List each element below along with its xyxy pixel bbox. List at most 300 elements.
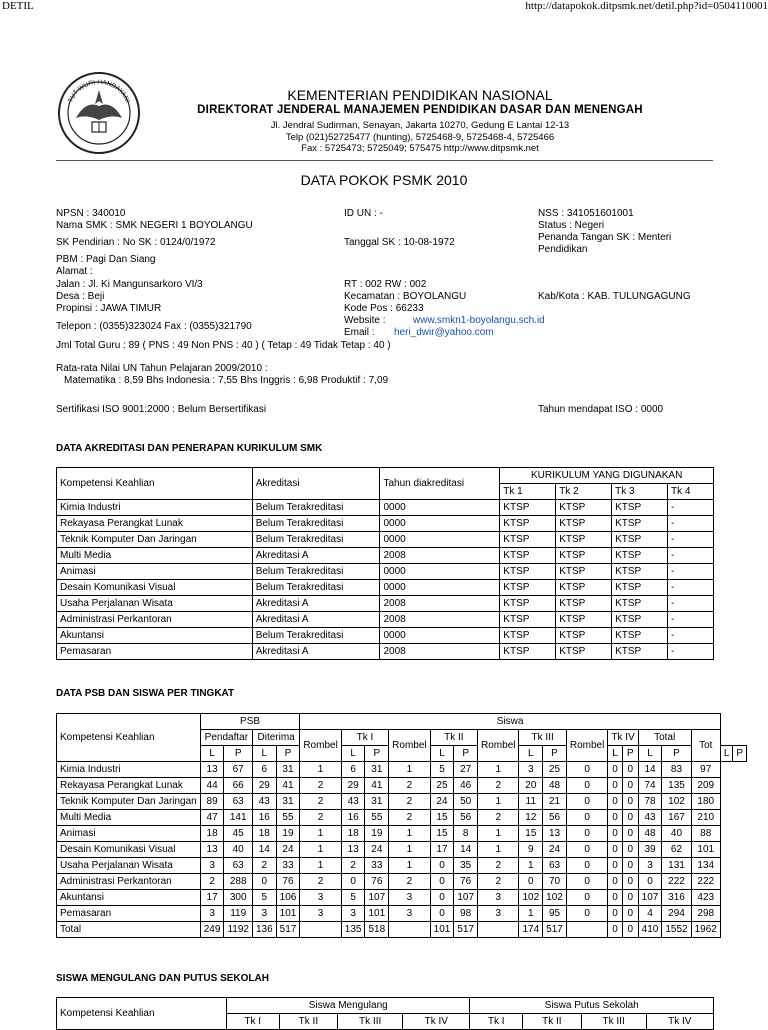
table-cell: KTSP [500,644,556,660]
col-tk: Tk IV [403,1014,470,1030]
table-cell: 13 [200,842,224,858]
mengulang-putus-table [56,997,714,1030]
website-link[interactable]: www.smkn1-boyolangu.sch.id [413,315,545,326]
header-divider [56,160,713,161]
table-cell: KTSP [612,580,668,596]
table-cell: Teknik Komputer Dan Jaringan [57,794,201,810]
table-cell: 2 [300,794,341,810]
table-cell: 2 [389,810,430,826]
browser-print-header [0,0,768,14]
table-cell: 74 [638,778,662,794]
table-cell: 1 [478,762,519,778]
un-scores: Matematika : 8,59 Bhs Indonesia : 7,55 Bhs Inggris : 6,98 Produktif : 7,09 [64,375,389,386]
table-cell: KTSP [556,532,612,548]
table-cell: 0 [622,842,638,858]
table-cell: - [668,644,714,660]
table-cell: 1 [519,858,543,874]
table-cell: 2008 [380,548,500,564]
table-cell: 102 [519,890,543,906]
table-cell: 0 [608,890,623,906]
col-l: L [608,746,623,762]
table-cell: Akuntansi [57,890,201,906]
table-cell: 48 [638,826,662,842]
table-cell: 2008 [380,644,500,660]
table-cell: 76 [454,874,478,890]
col-p: P [224,746,253,762]
col-total: Total [638,730,691,746]
table-cell: 4 [638,906,662,922]
table-cell: 3 [389,890,430,906]
table-cell: 210 [691,810,720,826]
table-cell: 33 [276,858,300,874]
col-rombel-2: Rombel [389,730,430,762]
col-kurikulum: KURIKULUM YANG DIGUNAKAN [500,468,714,484]
table-cell [478,922,519,938]
table-cell: 31 [365,762,389,778]
table-cell: 101 [365,906,389,922]
ministry-name: KEMENTERIAN PENDIDIKAN NASIONAL [287,87,553,103]
col-tk: Tk III [581,1014,646,1030]
col-l: L [519,746,543,762]
table-cell: 1 [389,826,430,842]
table-row [57,890,747,906]
table-cell: 63 [543,858,567,874]
table-row [57,596,714,612]
table-cell: 63 [224,794,253,810]
table-cell: 0 [622,794,638,810]
table-cell: KTSP [556,612,612,628]
table-cell: 134 [691,858,720,874]
col-l: L [341,746,365,762]
table-row [57,500,714,516]
table-cell: Akreditasi A [252,548,380,564]
table-row [57,826,747,842]
table-cell: 2 [300,778,341,794]
table-cell: 18 [200,826,224,842]
address-block [140,120,700,155]
table-cell: 2 [478,874,519,890]
table-cell: 70 [543,874,567,890]
table-row [57,516,714,532]
col-p: P [454,746,478,762]
id-un: ID UN : - [344,208,383,219]
table-cell: 102 [662,794,691,810]
table-cell: 6 [252,762,276,778]
table-cell: 20 [519,778,543,794]
table-cell: KTSP [612,564,668,580]
table-row [57,874,747,890]
table-cell: 294 [662,906,691,922]
penanda-tangan-cont: Pendidikan [538,244,588,255]
table-row [57,794,747,810]
table-cell: KTSP [612,532,668,548]
table-cell: 0 [622,826,638,842]
table-cell: KTSP [556,580,612,596]
col-l: L [430,746,454,762]
table-cell: 0 [341,874,365,890]
table-cell: 0000 [380,516,500,532]
table-cell: 3 [200,906,224,922]
col-psb: PSB [200,714,300,730]
kode-pos: Kode Pos : 66233 [344,303,424,314]
table-cell: KTSP [500,516,556,532]
table-row [57,906,747,922]
table-cell: 40 [662,826,691,842]
email-label: Email : [344,327,375,338]
table-cell: 1552 [662,922,691,938]
table-cell: 3 [389,906,430,922]
table-cell: 101 [691,842,720,858]
kecamatan: Kecamatan : BOYOLANGU [344,291,467,302]
table-cell: 298 [691,906,720,922]
table-cell: - [668,516,714,532]
col-l: L [252,746,276,762]
table-cell: KTSP [556,548,612,564]
jalan: Jalan : Jl. Ki Mangunsarkoro VI/3 [56,279,203,290]
table-cell: 0 [622,890,638,906]
table-cell: - [668,628,714,644]
table-cell: - [668,500,714,516]
npsn: NPSN : 340010 [56,208,126,219]
table-cell: 63 [224,858,253,874]
table-cell: Pemasaran [57,906,201,922]
table-cell: 2 [478,810,519,826]
table-cell: 2008 [380,612,500,628]
address-line: Jl. Jendral Sudirman, Senayan, Jakarta 10270, Gedung E Lantai 12-13 [270,120,570,131]
table-cell: KTSP [612,516,668,532]
table-cell: 3 [300,890,341,906]
col-tk-iii: Tk III [519,730,566,746]
table-cell: KTSP [556,596,612,612]
table-cell: Rekayasa Perangkat Lunak [57,778,201,794]
table-row [57,922,747,938]
table-cell: 31 [276,794,300,810]
table-cell: Teknik Komputer Dan Jaringan [57,532,253,548]
col-kompetensi: Kompetensi Keahlian [57,998,227,1030]
table-cell: 0 [430,906,454,922]
table-cell: 136 [252,922,276,938]
propinsi: Propinsi : JAWA TIMUR [56,303,162,314]
col-tk4: Tk 4 [668,484,714,500]
table-cell: 24 [430,794,454,810]
table-cell: 9 [519,842,543,858]
table-cell: 45 [224,826,253,842]
table-cell: 2 [300,874,341,890]
col-siswa: Siswa [300,714,721,730]
col-l: L [720,746,733,762]
table-cell: 1962 [691,922,720,938]
table-cell: 56 [543,810,567,826]
table-cell: 46 [454,778,478,794]
table-cell: Total [57,922,201,938]
table-cell: - [668,532,714,548]
table-cell: 0000 [380,532,500,548]
table-cell: 13 [341,842,365,858]
table-cell: 1 [300,762,341,778]
table-cell: 76 [276,874,300,890]
table-cell: KTSP [612,628,668,644]
table-cell: 249 [200,922,224,938]
table-cell: Kimia Industri [57,762,201,778]
col-tk: Tk II [522,1014,581,1030]
table-cell: 43 [252,794,276,810]
col-rombel-3: Rombel [478,730,519,762]
table-cell: Rekayasa Perangkat Lunak [57,516,253,532]
table-cell: KTSP [612,548,668,564]
col-tk1: Tk 1 [500,484,556,500]
pbm: PBM : Pagi Dan Siang [56,254,156,265]
table-cell: 0 [566,842,607,858]
alamat-label: Alamat : [56,266,93,277]
table-cell: 41 [365,778,389,794]
website-label: Website : [344,315,386,326]
nama-smk: Nama SMK : SMK NEGERI 1 BOYOLANGU [56,220,253,231]
table-cell: - [668,596,714,612]
col-tk-iv: Tk IV [608,730,638,746]
table-cell: 15 [430,826,454,842]
table-cell: 135 [662,778,691,794]
table-cell: 1 [478,794,519,810]
table-cell: 107 [365,890,389,906]
table-cell: 423 [691,890,720,906]
table-cell: 518 [365,922,389,938]
table-cell: 0000 [380,580,500,596]
table-cell: 107 [454,890,478,906]
table-row [57,842,747,858]
table-cell: 33 [365,858,389,874]
tut-wuri-handayani-logo [56,70,142,156]
table-cell: 0 [430,858,454,874]
table-cell: 1 [478,842,519,858]
col-tk: Tk I [470,1014,523,1030]
table-cell: 95 [543,906,567,922]
jumlah-guru: Jml Total Guru : 89 ( PNS : 49 Non PNS : 40 ) ( Tetap : 49 Tidak Tetap : 40 ) [56,340,391,351]
table-row [57,762,747,778]
email-link[interactable]: heri_dwir@yahoo.com [394,327,494,338]
table-cell: 0 [638,874,662,890]
col-tk: Tk II [279,1014,338,1030]
logo-motto: TUT WURI HANDAYANI [67,78,131,104]
table-cell: 0 [566,874,607,890]
table-cell: 106 [276,890,300,906]
table-cell: KTSP [500,548,556,564]
table-cell: 29 [341,778,365,794]
table-cell: 66 [224,778,253,794]
table-cell: 3 [519,762,543,778]
table-cell: KTSP [500,532,556,548]
table-cell: 0 [430,874,454,890]
kab-kota: Kab/Kota : KAB. TULUNGAGUNG [538,291,691,302]
table-cell: 19 [365,826,389,842]
col-tk3: Tk 3 [612,484,668,500]
table-cell: Animasi [57,826,201,842]
col-siswa-putus: Siswa Putus Sekolah [470,998,714,1014]
col-kompetensi: Kompetensi Keahlian [57,714,201,762]
col-rombel-1: Rombel [300,730,341,762]
table-cell: KTSP [556,564,612,580]
tanggal-sk: Tanggal SK : 10-08-1972 [344,237,455,248]
table-cell: 18 [341,826,365,842]
table-cell: 13 [543,826,567,842]
table-cell: - [668,564,714,580]
table-cell: 0 [608,906,623,922]
table-cell: Akreditasi A [252,644,380,660]
table-cell: 2 [341,858,365,874]
table-cell: 24 [543,842,567,858]
table-cell: 88 [691,826,720,842]
table-cell: KTSP [556,644,612,660]
table-cell: 12 [519,810,543,826]
table-cell: 3 [200,858,224,874]
table-cell: 0 [622,778,638,794]
section-mengulang: SISWA MENGULANG DAN PUTUS SEKOLAH [56,973,269,984]
table-cell: 2 [389,874,430,890]
table-cell: Belum Terakreditasi [252,628,380,644]
col-pendaftar: Pendaftar [200,730,252,746]
directorate-name: DIREKTORAT JENDERAL MANAJEMEN PENDIDIKAN DASAR DAN MENENGAH [197,104,643,116]
table-cell: 41 [276,778,300,794]
table-row [57,810,747,826]
table-cell [300,922,341,938]
table-cell: Kimia Industri [57,500,253,516]
nss: NSS : 341051601001 [538,208,634,219]
table-cell: 17 [430,842,454,858]
table-cell: 3 [252,906,276,922]
table-cell: 35 [454,858,478,874]
table-cell: 89 [200,794,224,810]
table-cell: 25 [430,778,454,794]
table-cell: 25 [543,762,567,778]
table-cell: 16 [252,810,276,826]
table-cell: 135 [341,922,365,938]
table-cell: KTSP [500,596,556,612]
telepon-fax: Telepon : (0355)323024 Fax : (0355)321790 [56,321,252,332]
table-row [57,564,714,580]
table-cell: 316 [662,890,691,906]
table-cell: 27 [454,762,478,778]
akreditasi-table [56,467,714,660]
table-cell: 0000 [380,564,500,580]
table-cell: Akreditasi A [252,596,380,612]
table-cell: 0 [608,762,623,778]
table-cell: 0 [566,778,607,794]
table-cell: 3 [300,906,341,922]
table-cell: Desain Komunikasi Visual [57,580,253,596]
table-cell: 2 [200,874,224,890]
table-cell: Pemasaran [57,644,253,660]
table-cell: 1 [389,858,430,874]
table-cell: 1 [519,906,543,922]
table-cell: Desain Komunikasi Visual [57,842,201,858]
iso-year: Tahun mendapat ISO : 0000 [538,404,664,415]
table-cell: 0 [622,762,638,778]
table-cell: 43 [341,794,365,810]
col-l: L [638,746,662,762]
table-cell: 0 [622,874,638,890]
table-cell: 0 [566,906,607,922]
table-cell: 39 [638,842,662,858]
table-cell: Administrasi Perkantoran [57,612,253,628]
table-cell: 0 [608,874,623,890]
table-cell: Administrasi Perkantoran [57,874,201,890]
table-cell: 1 [389,842,430,858]
table-cell: - [668,548,714,564]
table-cell: KTSP [500,580,556,596]
table-cell: 14 [252,842,276,858]
table-cell: 1 [300,826,341,842]
table-cell: KTSP [556,516,612,532]
table-cell: 15 [519,826,543,842]
status: Status : Negeri [538,220,605,231]
table-cell: KTSP [500,564,556,580]
table-cell: 0 [566,810,607,826]
table-cell: 62 [662,842,691,858]
table-cell: 0000 [380,628,500,644]
table-cell: 101 [276,906,300,922]
table-cell: 6 [341,762,365,778]
table-cell: 1192 [224,922,253,938]
table-cell: 141 [224,810,253,826]
un-title: Rata-rata Nilai UN Tahun Pelajaran 2009/2010 : [56,363,268,374]
col-tk: Tk IV [646,1014,713,1030]
table-cell: KTSP [500,612,556,628]
table-cell: 50 [454,794,478,810]
table-cell: 21 [543,794,567,810]
col-rombel-4: Rombel [566,730,607,762]
table-cell: - [668,612,714,628]
table-row [57,644,714,660]
table-row [57,612,714,628]
table-cell: 83 [662,762,691,778]
table-cell: KTSP [612,500,668,516]
table-cell: 0 [566,858,607,874]
col-p: P [276,746,300,762]
col-tot: Tot [691,730,720,762]
table-cell: 43 [638,810,662,826]
table-cell: 97 [691,762,720,778]
table-cell: 517 [454,922,478,938]
table-cell: 1 [300,858,341,874]
page-title: DATA POKOK PSMK 2010 [300,172,468,188]
table-cell: Multi Media [57,810,201,826]
table-cell: 0 [622,922,638,938]
col-tk-i: Tk I [341,730,388,746]
psb-siswa-table [56,713,747,938]
table-cell: 119 [224,906,253,922]
col-p: P [622,746,638,762]
table-cell: 98 [454,906,478,922]
table-cell: 3 [478,890,519,906]
table-cell: Belum Terakreditasi [252,564,380,580]
table-cell: 2 [300,810,341,826]
table-cell: Belum Terakreditasi [252,532,380,548]
table-row [57,580,714,596]
table-cell: 5 [252,890,276,906]
table-cell: 18 [252,826,276,842]
col-l: L [200,746,224,762]
table-cell: KTSP [556,628,612,644]
table-cell: 19 [276,826,300,842]
table-cell: 47 [200,810,224,826]
col-diterima: Diterima [252,730,299,746]
table-cell: Belum Terakreditasi [252,500,380,516]
table-cell: 55 [276,810,300,826]
col-akreditasi: Akreditasi [252,468,380,500]
table-cell: 0 [608,778,623,794]
table-cell: 0 [608,842,623,858]
table-cell: 3 [638,858,662,874]
table-cell: Akreditasi A [252,612,380,628]
